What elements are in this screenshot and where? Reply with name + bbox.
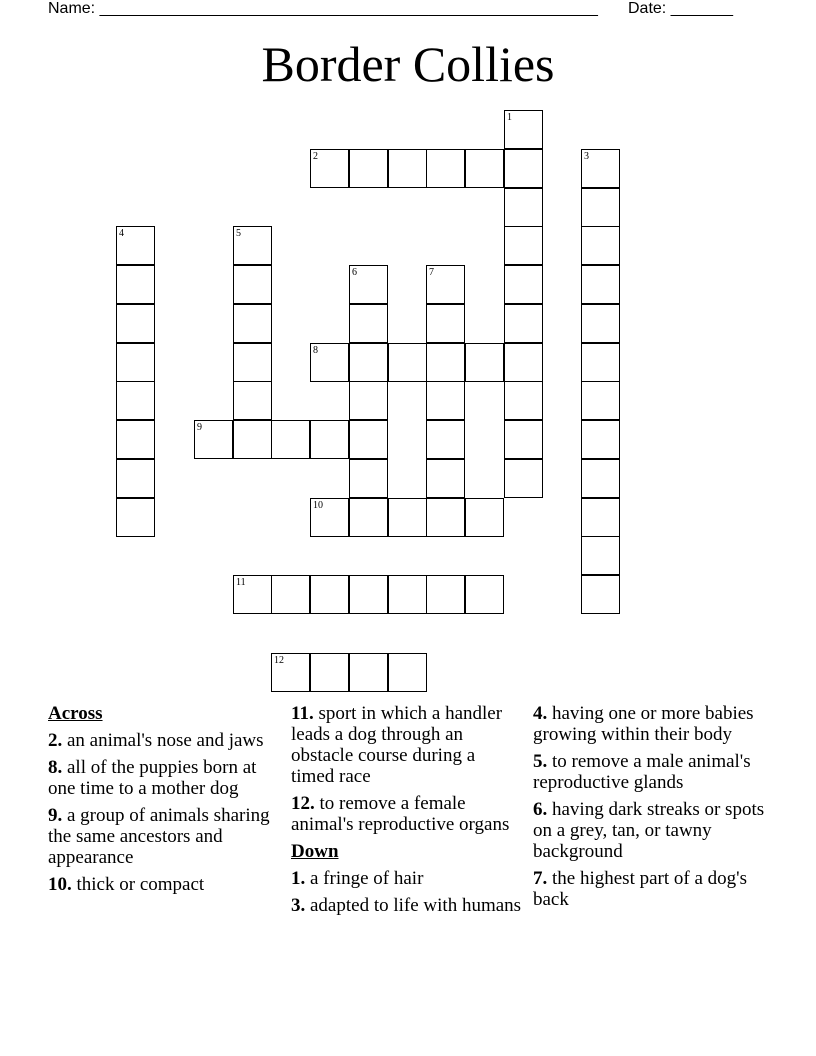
clue-down-6: 6. having dark streaks or spots on a grey, tan, or tawny background: [533, 799, 765, 862]
grid-cell[interactable]: [233, 420, 272, 459]
grid-cell[interactable]: [581, 536, 620, 575]
clue-down-1: 1. a fringe of hair: [291, 868, 424, 889]
grid-cell[interactable]: [349, 265, 388, 304]
grid-cell[interactable]: [581, 149, 620, 188]
grid-cell[interactable]: [426, 498, 465, 537]
down-heading: Down: [291, 841, 339, 862]
grid-cell[interactable]: [426, 265, 465, 304]
grid-cell[interactable]: [310, 653, 349, 692]
grid-cell[interactable]: [581, 304, 620, 343]
grid-cell[interactable]: [116, 420, 155, 459]
clue-number: 1: [507, 112, 512, 123]
clue-number: 7: [429, 267, 434, 278]
grid-cell[interactable]: [271, 575, 310, 614]
grid-cell[interactable]: [271, 420, 310, 459]
grid-cell[interactable]: [504, 149, 543, 188]
grid-cell[interactable]: [504, 381, 543, 420]
grid-cell[interactable]: [349, 420, 388, 459]
grid-cell[interactable]: [349, 381, 388, 420]
grid-cell[interactable]: [310, 498, 349, 537]
clue-column-3: [533, 703, 765, 916]
clue-number: 11: [236, 577, 246, 588]
grid-cell[interactable]: [388, 343, 427, 382]
clue-number: 2: [313, 151, 318, 162]
clue-down-3: 3. adapted to life with humans: [291, 895, 522, 916]
clue-across-2: 2. an animal's nose and jaws: [48, 730, 264, 751]
grid-cell[interactable]: [426, 149, 465, 188]
grid-cell[interactable]: [504, 420, 543, 459]
grid-cell[interactable]: [388, 653, 427, 692]
clue-number: 3: [584, 151, 589, 162]
clue-number: 5: [236, 228, 241, 239]
grid-cell[interactable]: [233, 226, 272, 265]
clue-number: 8: [313, 345, 318, 356]
date-field-label: Date: _______: [628, 0, 733, 17]
grid-cell[interactable]: [465, 498, 504, 537]
grid-cell[interactable]: [581, 226, 620, 265]
grid-cell[interactable]: [581, 420, 620, 459]
grid-cell[interactable]: [349, 149, 388, 188]
grid-cell[interactable]: [388, 575, 427, 614]
grid-cell[interactable]: [465, 343, 504, 382]
grid-cell[interactable]: [349, 653, 388, 692]
clue-column-2: [291, 703, 523, 922]
grid-cell[interactable]: [465, 149, 504, 188]
grid-cell[interactable]: [233, 265, 272, 304]
clue-column-1: [48, 703, 280, 901]
grid-cell[interactable]: [194, 420, 233, 459]
grid-cell[interactable]: [349, 343, 388, 382]
grid-cell[interactable]: [426, 343, 465, 382]
grid-cell[interactable]: [310, 149, 349, 188]
clue-down-4: 4. having one or more babies growing within their body: [533, 703, 754, 745]
clue-down-7: 7. the highest part of a dog's back: [533, 868, 747, 910]
clue-across-12: 12. to remove a female animal's reproductive organs: [291, 793, 510, 835]
grid-cell[interactable]: [581, 343, 620, 382]
grid-cell[interactable]: [349, 575, 388, 614]
across-heading: Across: [48, 703, 103, 724]
grid-cell[interactable]: [349, 498, 388, 537]
name-field-label: Name: ________________________________________________________: [48, 0, 598, 17]
grid-cell[interactable]: [233, 381, 272, 420]
clue-number: 10: [313, 500, 323, 511]
grid-cell[interactable]: [581, 575, 620, 614]
clue-number: 6: [352, 267, 357, 278]
grid-cell[interactable]: [116, 459, 155, 498]
grid-cell[interactable]: [310, 575, 349, 614]
grid-cell[interactable]: [388, 498, 427, 537]
grid-cell[interactable]: [504, 265, 543, 304]
grid-cell[interactable]: [116, 343, 155, 382]
grid-cell[interactable]: [504, 226, 543, 265]
grid-cell[interactable]: [426, 420, 465, 459]
grid-cell[interactable]: [426, 381, 465, 420]
grid-cell[interactable]: [116, 226, 155, 265]
clue-across-9: 9. a group of animals sharing the same ancestors and appearance: [48, 805, 270, 868]
clue-down-5: 5. to remove a male animal's reproductive glands: [533, 751, 751, 793]
grid-cell[interactable]: [426, 304, 465, 343]
grid-cell[interactable]: [581, 188, 620, 227]
grid-cell[interactable]: [116, 381, 155, 420]
grid-cell[interactable]: [233, 304, 272, 343]
grid-cell[interactable]: [271, 653, 310, 692]
grid-cell[interactable]: [504, 110, 543, 149]
puzzle-title: Border Collies: [261, 36, 555, 92]
grid-cell[interactable]: [349, 459, 388, 498]
grid-cell[interactable]: [116, 304, 155, 343]
grid-cell[interactable]: [581, 381, 620, 420]
grid-cell[interactable]: [504, 304, 543, 343]
grid-cell[interactable]: [116, 265, 155, 304]
grid-cell[interactable]: [504, 343, 543, 382]
clue-number: 9: [197, 422, 202, 433]
clue-across-11: 11. sport in which a handler leads a dog through an obstacle course during a timed race: [291, 703, 503, 787]
grid-cell[interactable]: [233, 343, 272, 382]
grid-cell[interactable]: [581, 265, 620, 304]
grid-cell[interactable]: [504, 188, 543, 227]
clue-across-10: 10. thick or compact: [48, 874, 205, 895]
grid-cell[interactable]: [388, 149, 427, 188]
grid-cell[interactable]: [310, 343, 349, 382]
grid-cell[interactable]: [116, 498, 155, 537]
clue-number: 4: [119, 228, 124, 239]
grid-cell[interactable]: [581, 498, 620, 537]
grid-cell[interactable]: [504, 459, 543, 498]
grid-cell[interactable]: [426, 459, 465, 498]
grid-cell[interactable]: [233, 575, 272, 614]
grid-cell[interactable]: [349, 304, 388, 343]
clue-number: 12: [274, 655, 284, 666]
clue-across-8: 8. all of the puppies born at one time to a mother dog: [48, 757, 257, 799]
grid-cell[interactable]: [465, 575, 504, 614]
grid-cell[interactable]: [581, 459, 620, 498]
grid-cell[interactable]: [310, 420, 349, 459]
grid-cell[interactable]: [426, 575, 465, 614]
